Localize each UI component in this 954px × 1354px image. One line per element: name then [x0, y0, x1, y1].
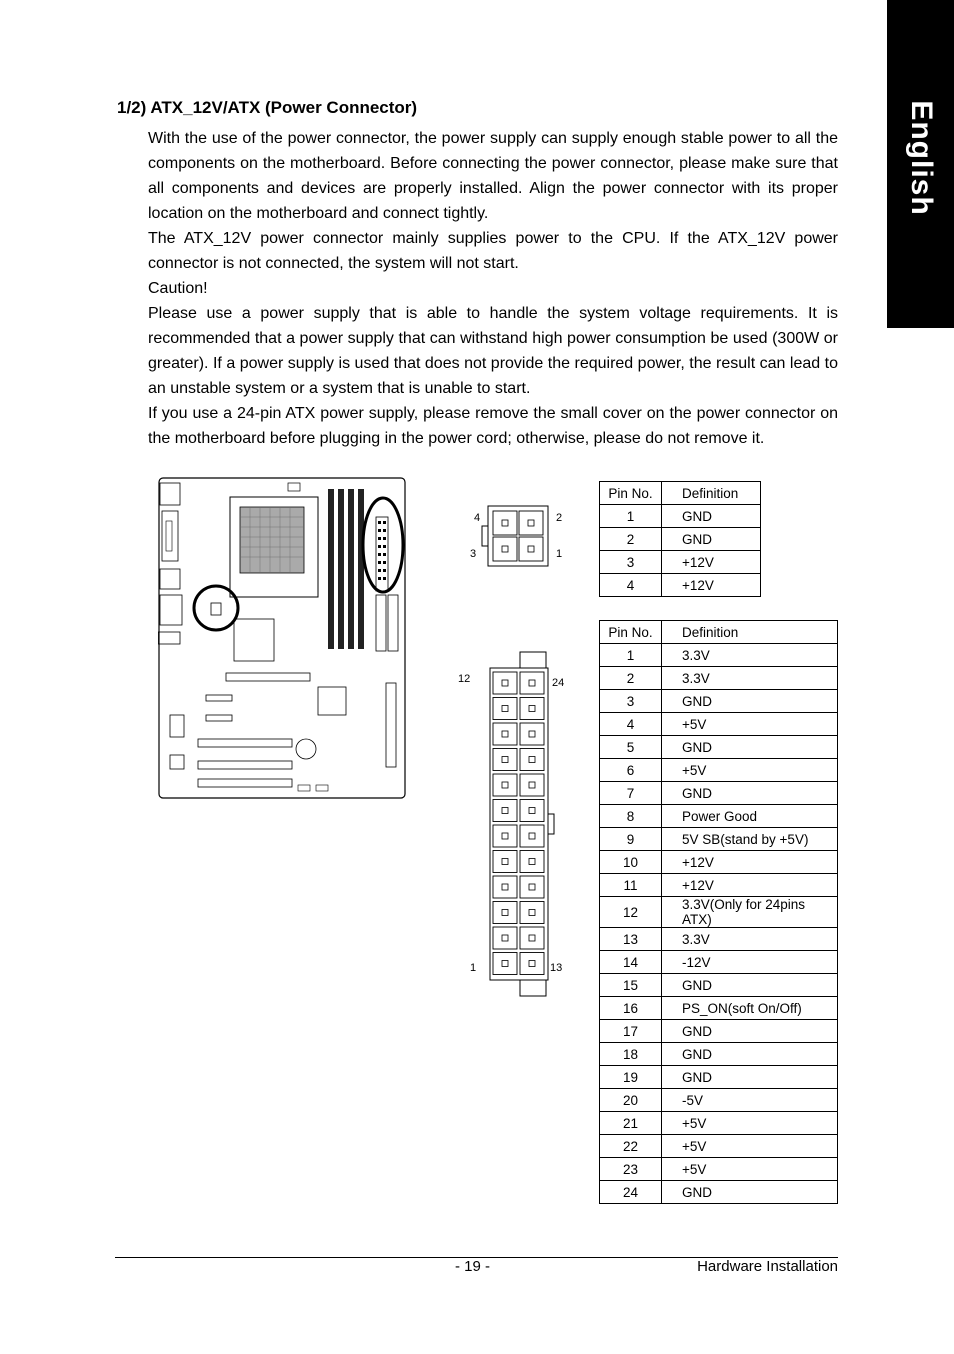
table-row — [600, 667, 838, 690]
pin-definition-cell: GND — [662, 1066, 838, 1089]
paragraph: The ATX_12V power connector mainly supplies power to the CPU. If the ATX_12V power connector is not connected, the system will not start. — [148, 230, 838, 272]
pin-label: 3 — [470, 548, 477, 560]
pin-definition-cell: GND — [662, 1043, 838, 1066]
table-row — [600, 1089, 838, 1112]
pin-label: 2 — [556, 512, 563, 524]
pin-definition-cell: GND — [662, 782, 838, 805]
pin-number-cell: 3 — [600, 690, 662, 713]
table-row — [600, 1043, 838, 1066]
pin-number-cell: 4 — [600, 574, 662, 597]
connector-pin — [493, 825, 517, 847]
pin-definition-cell: 5V SB(stand by +5V) — [662, 828, 838, 851]
pin-definition-cell: 3.3V — [662, 667, 838, 690]
pin-label: 24 — [552, 677, 565, 689]
table-row — [600, 1158, 838, 1181]
pin-label: 1 — [556, 548, 563, 560]
connector-pin — [493, 902, 517, 924]
connector-pin — [520, 749, 544, 771]
pin-number-cell: 20 — [600, 1089, 662, 1112]
connector-pin — [493, 876, 517, 898]
pin-number-cell: 7 — [600, 782, 662, 805]
connector-pin — [493, 698, 517, 720]
pin-label: 13 — [550, 962, 563, 974]
pin-number-cell: 12 — [600, 897, 662, 928]
pin-number-cell: 3 — [600, 551, 662, 574]
header-definition: Definition — [662, 621, 838, 644]
section-title: 1/2) ATX_12V/ATX (Power Connector) — [117, 98, 418, 117]
pin-definition-cell: -12V — [662, 951, 838, 974]
pin-definition-cell: GND — [662, 505, 761, 528]
table-row — [600, 1066, 838, 1089]
connector-pin — [520, 851, 544, 873]
pin-definition-cell: GND — [662, 1020, 838, 1043]
pin-number-cell: 2 — [600, 667, 662, 690]
pin-number-cell: 23 — [600, 1158, 662, 1181]
pin-number-cell: 1 — [600, 644, 662, 667]
atx12v-pin-table-body — [600, 482, 761, 597]
connector-pin — [520, 953, 544, 975]
connector-pin — [520, 825, 544, 847]
paragraph: Please use a power supply that is able to handle the system voltage requirements. It is recommended that a power supply that can withstand high power consumption be used (300W or greater). If a power supply is used that does not provide the required power, the result can lead to an unstable system or a system that is unable to start. — [148, 305, 838, 397]
pin-number-cell: 15 — [600, 974, 662, 997]
pin-number-cell: 5 — [600, 736, 662, 759]
pin-definition-cell: +5V — [662, 759, 838, 782]
table-row — [600, 974, 838, 997]
atx24-connector-diagram — [452, 648, 584, 1000]
pin-label: 4 — [474, 512, 481, 524]
table-row — [600, 505, 761, 528]
atx12v-connector-diagram — [460, 498, 578, 574]
page-number: - 19 - — [455, 1258, 491, 1275]
body-text — [148, 126, 838, 451]
connector-pin — [493, 774, 517, 796]
pin-definition-cell: GND — [662, 1181, 838, 1204]
motherboard-diagram — [158, 477, 406, 799]
pin-definition-cell: +12V — [662, 551, 761, 574]
header-definition: Definition — [662, 482, 761, 505]
connector-pin — [493, 672, 517, 694]
table-row — [600, 713, 838, 736]
connector-pin — [493, 953, 517, 975]
table-row — [600, 574, 761, 597]
table-row — [600, 690, 838, 713]
pin-definition-cell: +5V — [662, 1112, 838, 1135]
pin-number-cell: 8 — [600, 805, 662, 828]
table-header-row — [600, 621, 838, 644]
table-row — [600, 1112, 838, 1135]
paragraph: Caution! — [148, 280, 208, 297]
table-row — [600, 997, 838, 1020]
connector-pin — [520, 723, 544, 745]
table-row — [600, 759, 838, 782]
table-row — [600, 928, 838, 951]
pin-definition-cell: 3.3V — [662, 928, 838, 951]
table-row — [600, 782, 838, 805]
language-tab — [887, 0, 954, 328]
pin-definition-cell: +12V — [662, 874, 838, 897]
connector-pin — [493, 723, 517, 745]
pin-definition-cell: +12V — [662, 851, 838, 874]
table-row — [600, 528, 761, 551]
pin-number-cell: 6 — [600, 759, 662, 782]
connector-pin — [520, 672, 544, 694]
footer-section-title: Hardware Installation — [697, 1258, 838, 1275]
connector-pin — [520, 774, 544, 796]
header-pin-no: Pin No. — [600, 482, 662, 505]
pin-definition-cell: GND — [662, 690, 838, 713]
pin-number-cell: 17 — [600, 1020, 662, 1043]
pin-label: 12 — [458, 673, 471, 685]
pin-number-cell: 14 — [600, 951, 662, 974]
table-row — [600, 805, 838, 828]
connector-pin — [493, 800, 517, 822]
pin-definition-cell: PS_ON(soft On/Off) — [662, 997, 838, 1020]
pin-label: 1 — [470, 962, 477, 974]
table-row — [600, 874, 838, 897]
atx24-pin-table — [599, 620, 838, 1204]
pin-definition-cell: GND — [662, 528, 761, 551]
paragraph: If you use a 24-pin ATX power supply, please remove the small cover on the power connector on the motherboard before plugging in the power cord; otherwise, please do not remove it. — [148, 405, 838, 447]
table-header-row — [600, 482, 761, 505]
pin-definition-cell: +5V — [662, 1158, 838, 1181]
pin-definition-cell: +12V — [662, 574, 761, 597]
pin-definition-cell: -5V — [662, 1089, 838, 1112]
table-row — [600, 1020, 838, 1043]
connector-pin — [493, 749, 517, 771]
pin-number-cell: 22 — [600, 1135, 662, 1158]
table-row — [600, 1181, 838, 1204]
table-row — [600, 736, 838, 759]
pin-definition-cell: 3.3V — [662, 644, 838, 667]
table-row — [600, 551, 761, 574]
connector-pin — [520, 876, 544, 898]
pin-definition-cell: GND — [662, 736, 838, 759]
table-row — [600, 644, 838, 667]
connector-pin — [520, 902, 544, 924]
pin-definition-cell: GND — [662, 974, 838, 997]
pin-number-cell: 19 — [600, 1066, 662, 1089]
paragraph: With the use of the power connector, the power supply can supply enough stable power to all the components on the motherboard. Before connecting the power connector, please make sure that all components and devices are properly installed. Align the power connector with its proper location on the motherboard and connect tightly. — [148, 130, 838, 222]
pin-definition-cell: Power Good — [662, 805, 838, 828]
pin-definition-cell: 3.3V(Only for 24pins ATX) — [662, 897, 838, 928]
language-tab-label: English — [904, 100, 938, 216]
pin-number-cell: 9 — [600, 828, 662, 851]
table-row — [600, 851, 838, 874]
pin-number-cell: 18 — [600, 1043, 662, 1066]
pin-definition-cell: +5V — [662, 713, 838, 736]
pin-definition-cell: +5V — [662, 1135, 838, 1158]
pin-number-cell: 16 — [600, 997, 662, 1020]
pin-number-cell: 1 — [600, 505, 662, 528]
pin-number-cell: 13 — [600, 928, 662, 951]
connector-pin — [520, 800, 544, 822]
pin-number-cell: 10 — [600, 851, 662, 874]
pin-number-cell: 21 — [600, 1112, 662, 1135]
connector-pin — [520, 927, 544, 949]
pin-number-cell: 11 — [600, 874, 662, 897]
table-row — [600, 1135, 838, 1158]
connector-pin — [520, 698, 544, 720]
header-pin-no: Pin No. — [600, 621, 662, 644]
atx12v-pin-table — [599, 481, 761, 597]
table-row — [600, 897, 838, 928]
pin-number-cell: 2 — [600, 528, 662, 551]
pin-number-cell: 4 — [600, 713, 662, 736]
connector-pin — [493, 927, 517, 949]
atx24-pin-table-body — [600, 621, 838, 1204]
table-row — [600, 828, 838, 851]
pin-number-cell: 24 — [600, 1181, 662, 1204]
connector-pin — [493, 851, 517, 873]
table-row — [600, 951, 838, 974]
